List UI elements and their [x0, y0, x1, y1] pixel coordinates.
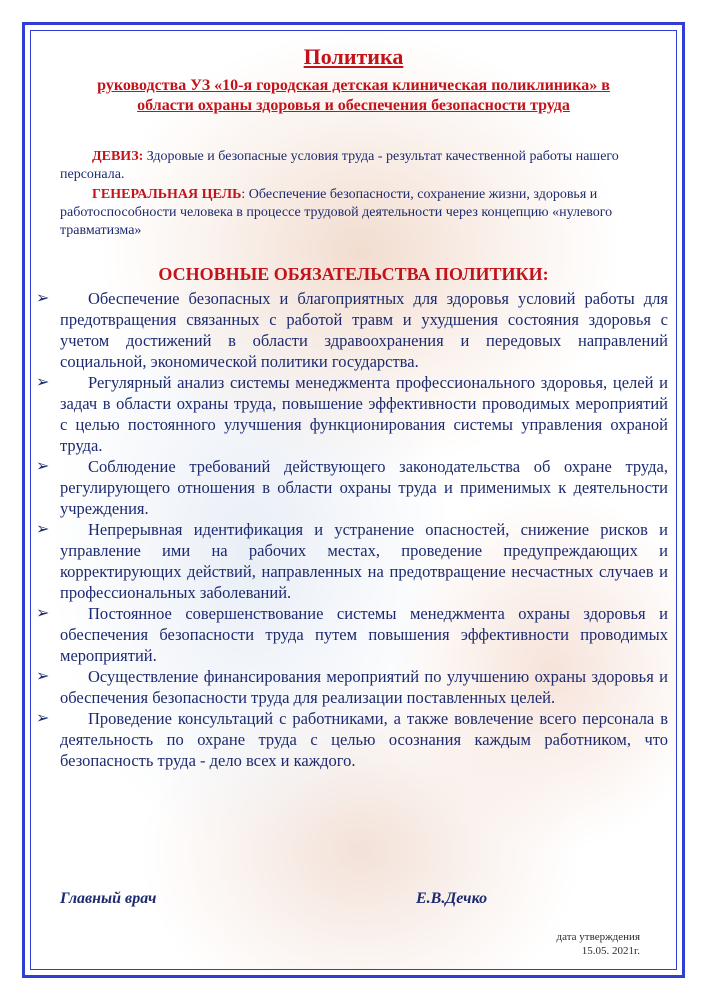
list-item [36, 372, 668, 456]
arrow-bullet-icon: ➢ [36, 521, 50, 538]
signature-position: Главный врач [60, 890, 157, 907]
goal-label: ГЕНЕРАЛЬНАЯ ЦЕЛЬ [92, 187, 242, 202]
list-item [36, 603, 668, 666]
list-item [36, 708, 668, 771]
motto-text: Здоровые и безопасные условия труда - результат качественной работы нашего персонала. [60, 149, 619, 182]
approval-date: 15.05. 2021г. [581, 945, 640, 957]
commitment-text: Непрерывная идентификация и устранение опасностей, снижение рисков и управление ими на рабочих местах, проведение предупреждающих и корректирующих действий, направленных на предотвращение несчастных случаев и профессиональных заболеваний. [60, 520, 668, 602]
signature-name: Е.В.Дечко [416, 890, 488, 907]
list-item [36, 456, 668, 519]
commitment-text: Регулярный анализ системы менеджмента профессионального здоровья, целей и задач в области охраны труда, повышение эффективности проводимых мероприятий с целью постоянного улучшения функционирования системы управления охраной труда. [60, 373, 668, 455]
commitments-heading: ОСНОВНЫЕ ОБЯЗАТЕЛЬСТВА ПОЛИТИКИ: [158, 264, 549, 284]
commitment-text: Соблюдение требований действующего законодательства об охране труда, регулирующего отношения в области охраны труда и применимых к деятельности учреждения. [60, 457, 668, 518]
approval-label: дата утверждения [556, 931, 640, 943]
arrow-bullet-icon: ➢ [36, 668, 50, 685]
list-item [36, 288, 668, 372]
motto-paragraph [60, 148, 673, 184]
commitments-list [36, 288, 668, 771]
arrow-bullet-icon: ➢ [36, 605, 50, 622]
arrow-bullet-icon: ➢ [36, 374, 50, 391]
subtitle-line-1: руководства УЗ «10-я городская детская клиническая поликлиника» в [97, 77, 610, 94]
motto-label: ДЕВИЗ: [92, 149, 144, 164]
goal-paragraph [60, 186, 673, 240]
goal-text: : Обеспечение безопасности, сохранение жизни, здоровья и работоспособности человека в процессе трудовой деятельности через концепцию «нулевого травматизма» [60, 187, 613, 238]
commitment-text: Постоянное совершенствование системы менеджмента охраны здоровья и обеспечения безопасности труда путем повышения эффективности проводимых мероприятий. [60, 604, 668, 665]
page-title: Политика [303, 44, 404, 69]
list-item [36, 519, 668, 603]
subtitle-line-2: области охраны здоровья и обеспечения безопасности труда [137, 97, 570, 114]
page-subtitle [40, 76, 667, 116]
arrow-bullet-icon: ➢ [36, 290, 50, 307]
commitment-text: Осуществление финансирования мероприятий по улучшению охраны здоровья и обеспечения безопасности труда для реализации поставленных целей. [60, 667, 668, 707]
commitment-text: Проведение консультаций с работниками, а также вовлечение всего персонала в деятельность по охране труда с целью осознания каждым работником, что безопасность труда - дело всех и каждого. [60, 709, 668, 770]
arrow-bullet-icon: ➢ [36, 458, 50, 475]
list-item [36, 666, 668, 708]
arrow-bullet-icon: ➢ [36, 710, 50, 727]
commitment-text: Обеспечение безопасных и благоприятных для здоровья условий работы для предотвращения связанных с работой травм и ухудшения состояния здоровья с учетом достижений в области здравоохранения и передовых направлений социальной, экономической политики государства. [60, 289, 668, 371]
